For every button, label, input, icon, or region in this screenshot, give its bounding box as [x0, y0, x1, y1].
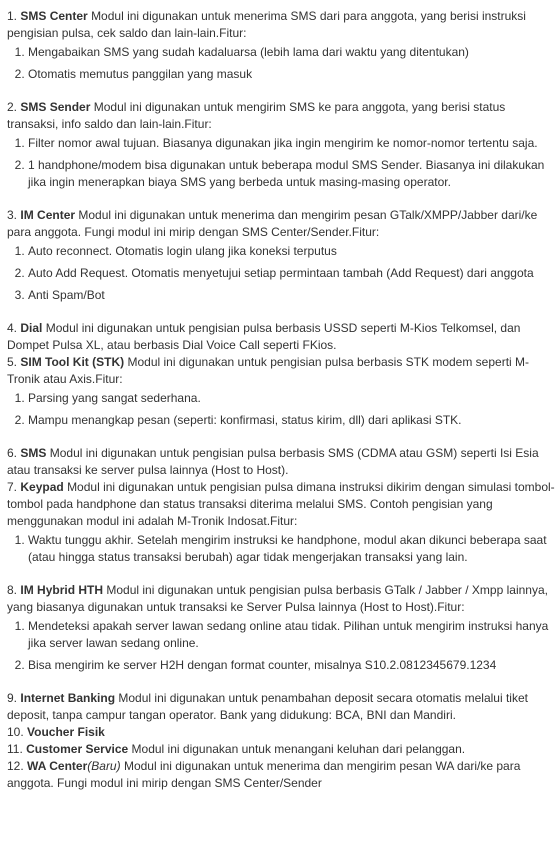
feature-item: 1. Mengabaikan SMS yang sudah kadaluarsa (lebih lama dari waktu yang ditentukan) [28, 44, 557, 61]
module-name: IM Center [20, 208, 76, 222]
module-description-text: Modul ini digunakan untuk menerima SMS dari para anggota, yang berisi instruksi pengisian pulsa, cek saldo dan lain-lain.Fitur: [7, 9, 526, 40]
module-name: SMS [20, 446, 47, 460]
feature-item: 2. Auto Add Request. Otomatis menyetujui setiap permintaan tambah (Add Request) dari anggota [28, 265, 557, 282]
module-description-text: Modul ini digunakan untuk pengisian pulsa berbasis STK modem seperti M-Tronik atau Axis.Fitur: [7, 355, 530, 386]
module-name: IM Hybrid HTH [20, 583, 104, 597]
feature-list [7, 390, 557, 429]
feature-item: 1. Waktu tunggu akhir. Setelah mengirim instruksi ke handphone, modul akan dikunci beberapa saat (atau hingga status transaksi berubah) agar tidak mengerjakan transaksi yang lain. [28, 532, 557, 566]
module-number: 10. [7, 725, 24, 739]
module-description [7, 758, 557, 792]
module-section [7, 582, 557, 674]
module-description-text: Modul ini digunakan untuk mengirim SMS ke para anggota, yang berisi status transaksi, info saldo dan lain-lain.Fitur: [7, 100, 506, 131]
module-description [7, 690, 557, 724]
module-name: SMS Sender [20, 100, 91, 114]
module-number: 9. [7, 691, 18, 705]
module-section [7, 354, 557, 429]
module-description [7, 99, 557, 133]
module-section [7, 690, 557, 724]
module-number: 5. [7, 355, 18, 369]
module-name: Voucher Fisik [27, 725, 105, 739]
module-name: SMS Center [20, 9, 88, 23]
feature-item: 3. Anti Spam/Bot [28, 287, 557, 304]
feature-list [7, 532, 557, 566]
feature-item: 2. Otomatis memutus panggilan yang masuk [28, 66, 557, 83]
module-description-text: Modul ini digunakan untuk pengisian pulsa dimana instruksi dikirim dengan simulasi tombol-tombol pada handphone dan status transaksi diterima melalui SMS. Contoh pengisian yang menggunakan modul ini adalah M-Tronik Indosat.Fitur: [7, 480, 555, 528]
module-description [7, 479, 557, 530]
module-description [7, 207, 557, 241]
module-description-text: Modul ini digunakan untuk pengisian pulsa berbasis GTalk / Jabber / Xmpp lainnya, yang biasanya digunakan untuk transaksi ke Server Pulsa lainnya (Host to Host).Fitur: [7, 583, 548, 614]
feature-item: 1. Auto reconnect. Otomatis login ulang jika koneksi terputus [28, 243, 557, 260]
module-number: 1. [7, 9, 18, 23]
module-section [7, 741, 557, 758]
feature-item: 2. Mampu menangkap pesan (seperti: konfirmasi, status kirim, dll) dari aplikasi STK. [28, 412, 557, 429]
module-name: Internet Banking [20, 691, 116, 705]
module-name: WA Center [27, 759, 88, 773]
module-name-suffix: (Baru) [87, 759, 121, 773]
module-section [7, 445, 557, 479]
module-name: Keypad [20, 480, 64, 494]
module-number: 2. [7, 100, 18, 114]
feature-list [7, 618, 557, 674]
module-section [7, 479, 557, 566]
feature-item: 2. 1 handphone/modem bisa digunakan untuk beberapa modul SMS Sender. Biasanya ini dilakukan jika ingin menerapkan biaya SMS yang berbeda untuk masing-masing operator. [28, 157, 557, 191]
module-description-text: Modul ini digunakan untuk pengisian pulsa berbasis USSD seperti M-Kios Telkomsel, dan Dompet Pulsa XL, atau berbasis Dial Voice Call seperti FKios. [7, 321, 521, 352]
feature-item: 2. Bisa mengirim ke server H2H dengan format counter, misalnya S10.2.0812345679.1234 [28, 657, 557, 674]
module-description [7, 8, 557, 42]
module-number: 8. [7, 583, 18, 597]
module-number: 7. [7, 480, 18, 494]
feature-list [7, 135, 557, 191]
module-description [7, 741, 557, 758]
module-description [7, 320, 557, 354]
module-section [7, 207, 557, 304]
module-number: 6. [7, 446, 18, 460]
module-section [7, 724, 557, 741]
module-section [7, 99, 557, 191]
module-number: 12. [7, 759, 24, 773]
feature-list [7, 44, 557, 83]
module-description [7, 724, 557, 741]
module-description-text: Modul ini digunakan untuk menerima dan mengirim pesan WA dari/ke para anggota. Fungi modul ini mirip dengan SMS Center/Sender [7, 759, 521, 790]
module-number: 11. [7, 742, 23, 756]
module-section [7, 8, 557, 83]
module-section [7, 320, 557, 354]
module-name: Customer Service [26, 742, 129, 756]
module-description [7, 582, 557, 616]
feature-item: 1. Parsing yang sangat sederhana. [28, 390, 557, 407]
module-description-text: Modul ini digunakan untuk menangani keluhan dari pelanggan. [131, 742, 466, 756]
module-description-text: Modul ini digunakan untuk penambahan deposit secara otomatis melalui tiket deposit, tanpa campur tangan operator. Bank yang didukung: BCA, BNI dan Mandiri. [7, 691, 528, 722]
module-description-text: Modul ini digunakan untuk menerima dan mengirim pesan GTalk/XMPP/Jabber dari/ke para anggota. Fungi modul ini mirip dengan SMS Center/Sender.Fitur: [7, 208, 538, 239]
module-section [7, 758, 557, 792]
feature-list [7, 243, 557, 304]
module-name: SIM Tool Kit (STK) [20, 355, 125, 369]
module-number: 3. [7, 208, 18, 222]
module-description [7, 445, 557, 479]
module-description [7, 354, 557, 388]
feature-item: 1. Mendeteksi apakah server lawan sedang online atau tidak. Pilihan untuk mengirim instruksi hanya jika server lawan sedang online. [28, 618, 557, 652]
module-number: 4. [7, 321, 18, 335]
module-name: Dial [20, 321, 43, 335]
module-description-text: Modul ini digunakan untuk pengisian pulsa berbasis SMS (CDMA atau GSM) seperti Isi Esia atau transaksi ke server pulsa lainnya (Host to Host). [7, 446, 539, 477]
feature-item: 1. Filter nomor awal tujuan. Biasanya digunakan jika ingin mengirim ke nomor-nomor tertentu saja. [28, 135, 557, 152]
